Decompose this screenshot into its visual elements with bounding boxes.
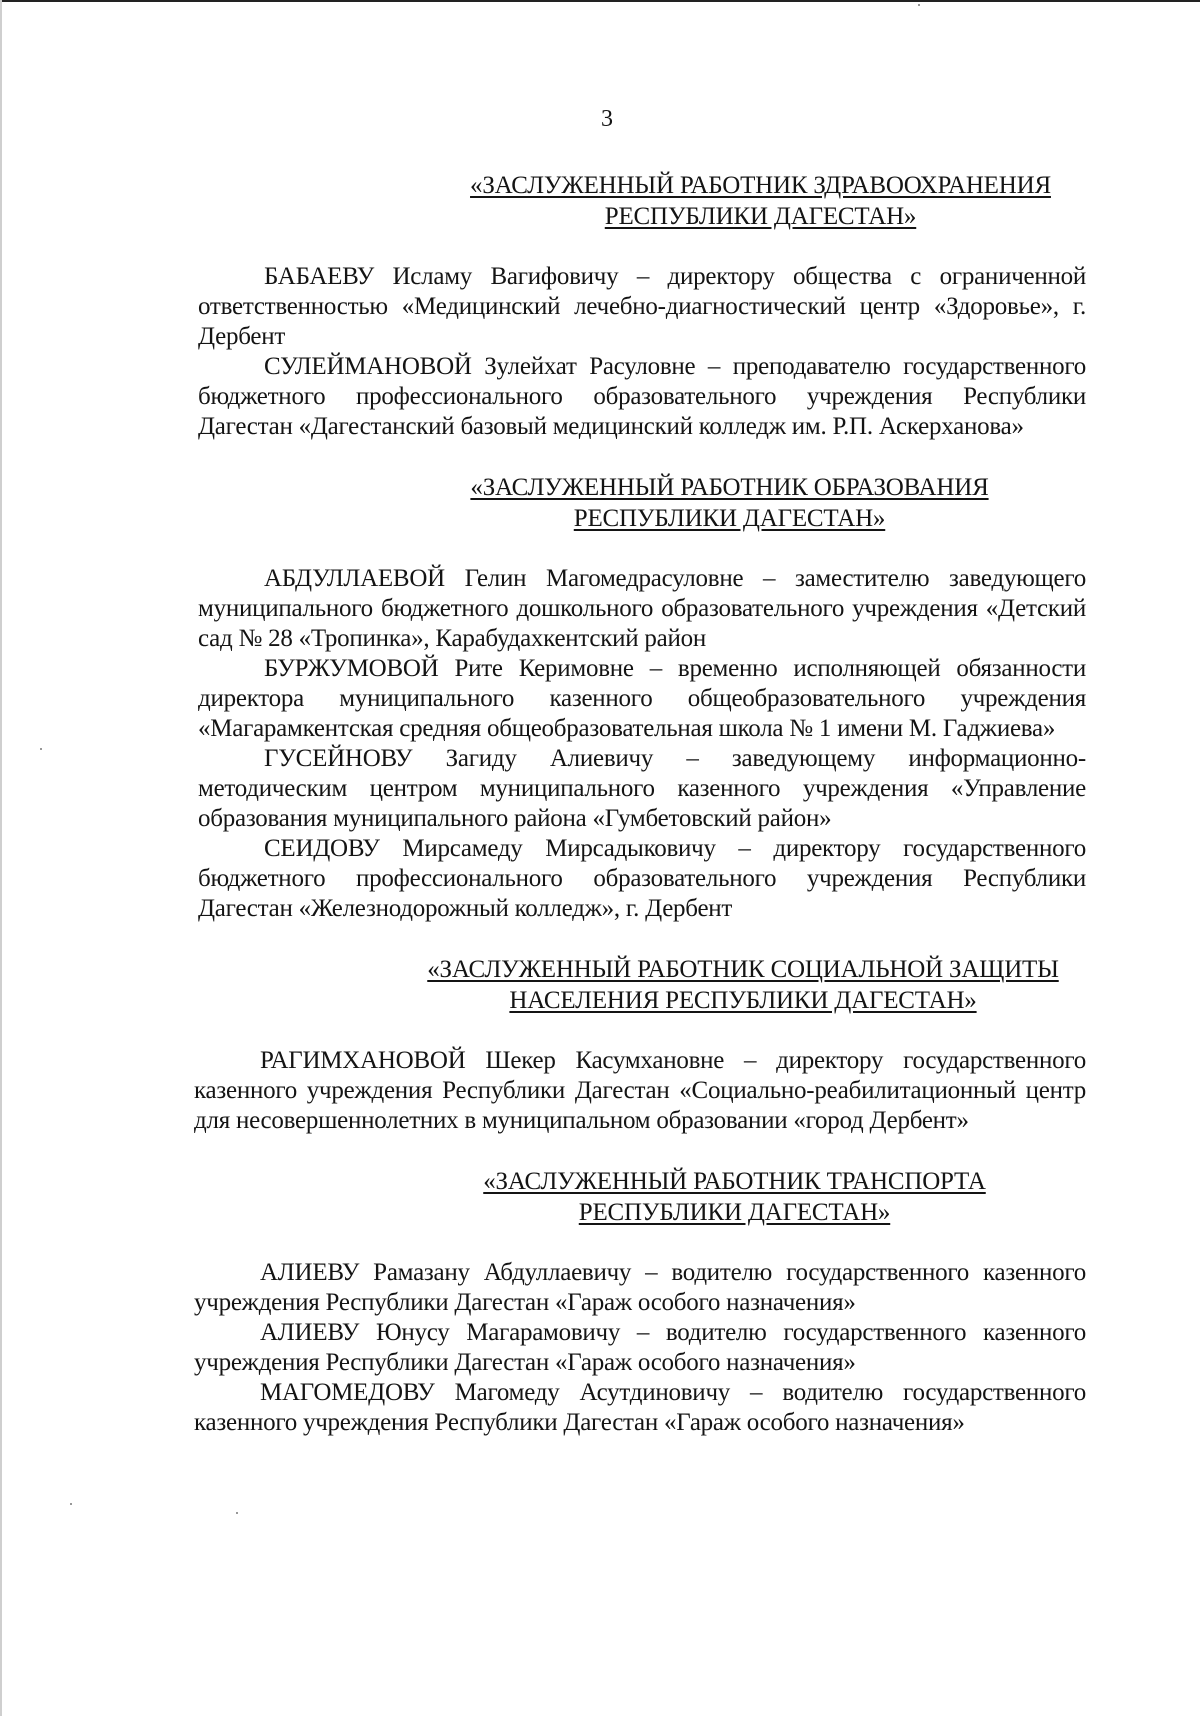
award-entry: АЛИЕВУ Юнусу Магарамовичу – водителю государственного казенного учреждения Республики Дагестан «Гараж особого назначения»	[194, 1319, 1086, 1376]
section-title	[303, 472, 1156, 534]
section-title-line: РЕСПУБЛИКИ ДАГЕСТАН»	[573, 505, 886, 532]
award-entry: АБДУЛЛАЕВОЙ Гелин Магомедрасуловне – заместителю заведующего муниципального бюджетного дошкольного образовательного учреждения «Детский сад № 28 «Тропинка», Карабудахкентский район	[198, 565, 1086, 652]
section-education	[198, 472, 1086, 924]
award-entry: РАГИМХАНОВОЙ Шекер Касумхановне – директору государственного казенного учреждения Республики Дагестан «Социально-реабилитационный центр для несовершеннолетних в муниципальном образовании «город Дербент»	[194, 1047, 1086, 1134]
scan-speck	[40, 748, 42, 750]
section-title-line: «ЗАСЛУЖЕННЫЙ РАБОТНИК ЗДРАВООХРАНЕНИЯ	[470, 172, 1051, 199]
section-title-line: «ЗАСЛУЖЕННЫЙ РАБОТНИК ОБРАЗОВАНИЯ	[470, 474, 989, 501]
section-title-line: «ЗАСЛУЖЕННЫЙ РАБОТНИК СОЦИАЛЬНОЙ ЗАЩИТЫ	[427, 956, 1059, 983]
scan-speck	[70, 1503, 72, 1505]
page-number: 3	[601, 106, 613, 132]
award-entry: МАГОМЕДОВУ Магомеду Асутдиновичу – водителю государственного казенного учреждения Республики Дагестан «Гараж особого назначения»	[194, 1379, 1086, 1436]
section-title	[308, 954, 1178, 1016]
scan-edge-left	[0, 0, 2, 1716]
award-entry: ГУСЕЙНОВУ Загиду Алиевичу – заведующему информационно-методическим центром муниципального казенного учреждения «Управление образования муниципального района «Гумбетовский район»	[198, 745, 1086, 832]
scan-speck	[918, 4, 920, 6]
scan-speck	[236, 1512, 238, 1514]
award-entry: СЕИДОВУ Мирсамеду Мирсадыковичу – директору государственного бюджетного профессионального образовательного учреждения Республики Дагестан «Железнодорожный колледж», г. Дербент	[198, 835, 1086, 922]
section-title-line: РЕСПУБЛИКИ ДАГЕСТАН»	[578, 1199, 891, 1226]
award-entry: БУРЖУМОВОЙ Рите Керимовне – временно исполняющей обязанности директора муниципального казенного общеобразовательного учреждения «Магарамкентская средняя общеобразовательная школа № 1 имени М. Гаджиева»	[198, 655, 1086, 742]
section-healthcare	[198, 170, 1086, 442]
section-social-protection	[194, 954, 1086, 1136]
section-title	[323, 1166, 1146, 1228]
section-title-line: РЕСПУБЛИКИ ДАГЕСТАН»	[604, 203, 917, 230]
scan-edge-top	[0, 0, 1200, 2]
award-entry: АЛИЕВУ Рамазану Абдуллаевичу – водителю государственного казенного учреждения Республики Дагестан «Гараж особого назначения»	[194, 1259, 1086, 1316]
section-transport	[194, 1166, 1086, 1438]
award-entry: СУЛЕЙМАНОВОЙ Зулейхат Расуловне – преподавателю государственного бюджетного профессионального образовательного учреждения Республики Дагестан «Дагестанский базовый медицинский колледж им. Р.П. Аскерханова»	[198, 353, 1086, 440]
document-body	[194, 170, 1086, 1438]
section-title-line: «ЗАСЛУЖЕННЫЙ РАБОТНИК ТРАНСПОРТА	[483, 1168, 986, 1195]
section-title	[343, 170, 1178, 232]
section-title-line: НАСЕЛЕНИЯ РЕСПУБЛИКИ ДАГЕСТАН»	[509, 987, 977, 1014]
award-entry: БАБАЕВУ Исламу Вагифовичу – директору общества с ограниченной ответственностью «Медицинский лечебно-диагностический центр «Здоровье», г. Дербент	[198, 263, 1086, 350]
